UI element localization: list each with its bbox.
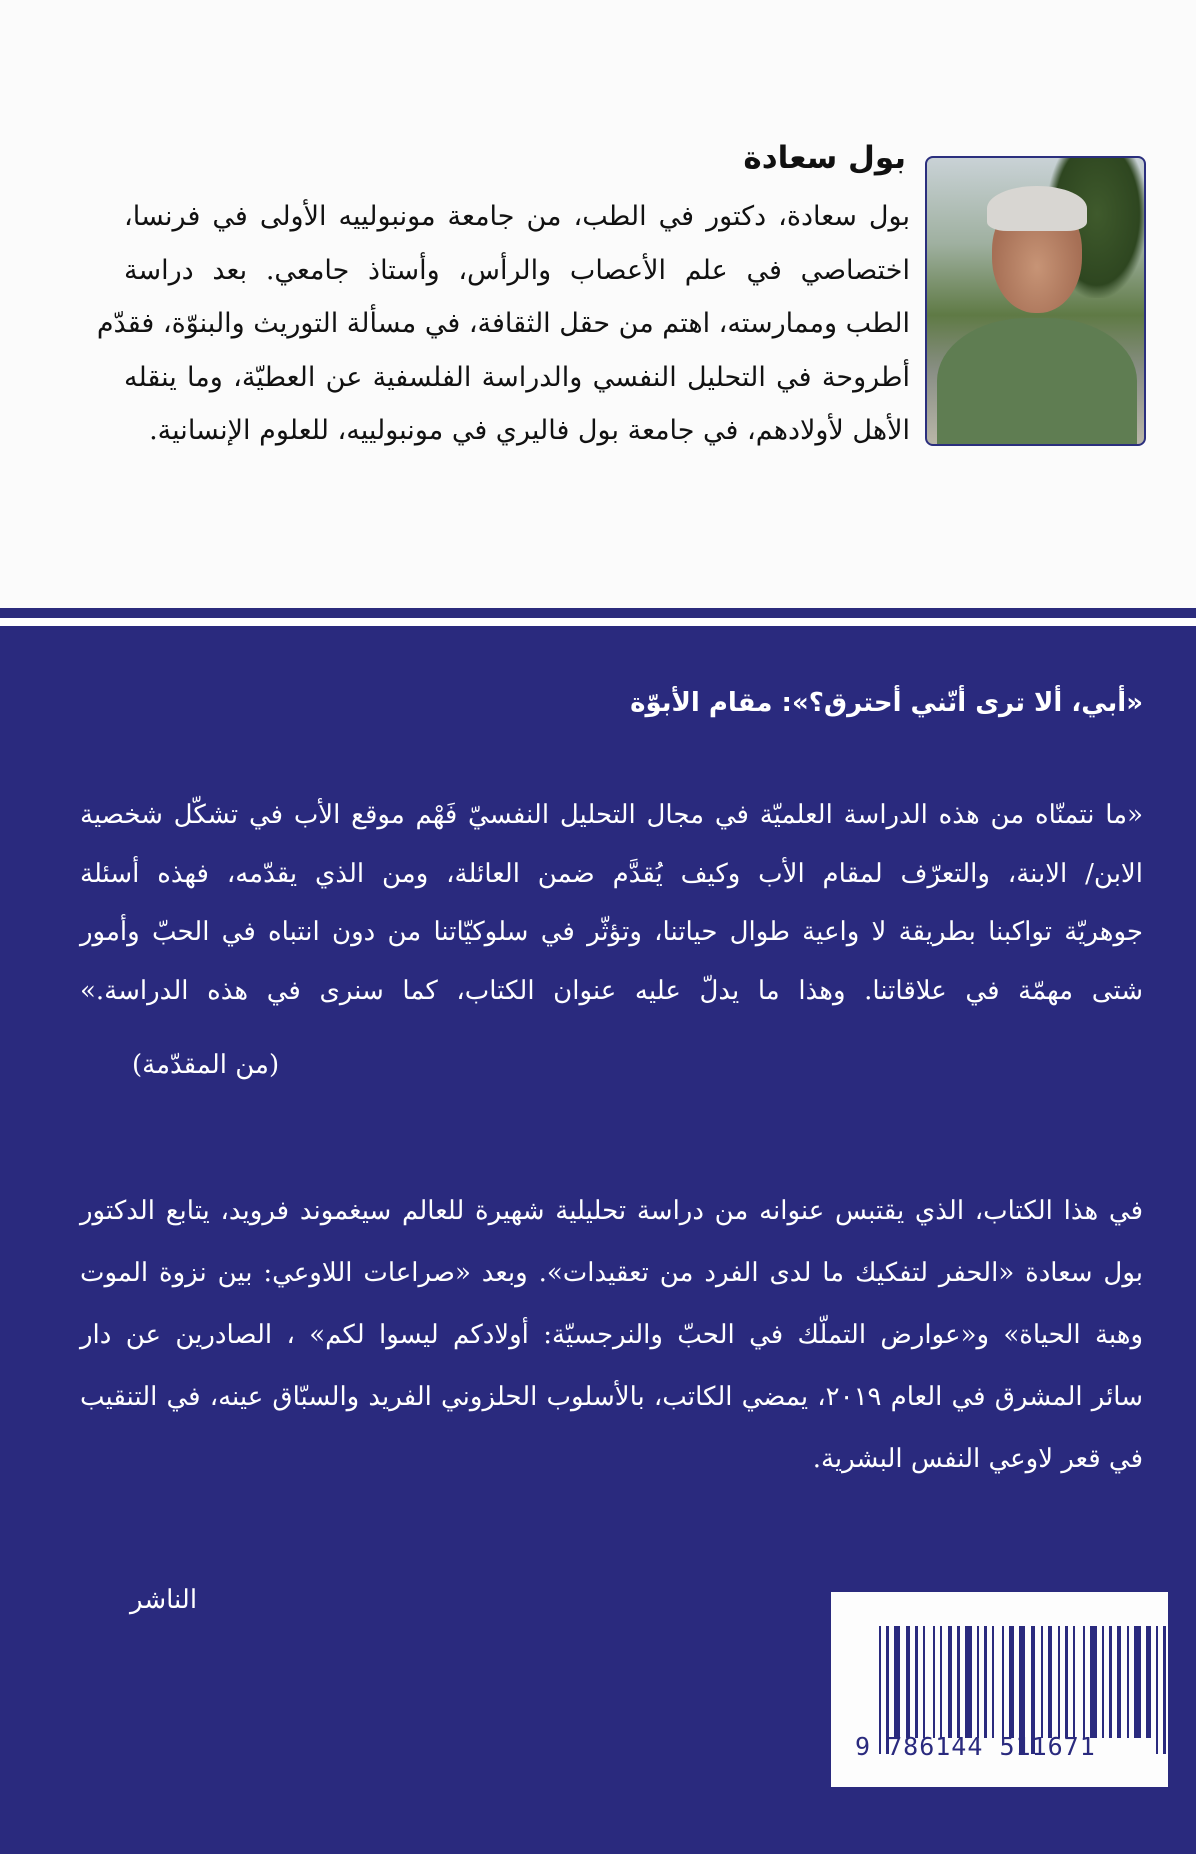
photo-hair: [987, 186, 1087, 231]
author-bio: [96, 190, 910, 458]
barcode-bar: [933, 1626, 935, 1738]
barcode-bars: [879, 1626, 1129, 1748]
quote-line: «ما نتمنّاه من هذه الدراسة العلميّة في مجال التحليل النفسيّ فَهْم موقع الأب في تشكّل شخصية: [80, 800, 1143, 830]
barcode-bar: [1102, 1626, 1104, 1738]
bio-line: بول سعادة، دكتور في الطب، من جامعة مونبولييه الأولى في فرنسا،: [124, 201, 910, 232]
barcode-bar: [1117, 1626, 1121, 1738]
paragraph-line: في قعر لاوعي النفس البشرية.: [812, 1444, 1143, 1474]
barcode-bar: [957, 1626, 959, 1738]
bio-line: اختصاصي في علم الأعصاب والرأس، وأستاذ جامعي. بعد دراسة: [124, 254, 910, 286]
barcode-bar: [1163, 1626, 1165, 1754]
barcode-bar: [1090, 1626, 1097, 1738]
barcode-bar: [1127, 1626, 1129, 1738]
publisher-signature: الناشر: [130, 1585, 198, 1615]
blurb-quote: [80, 786, 1143, 1020]
paragraph-line: وهبة الحياة» و«عوارض التملّك في الحبّ والنرجسيّة: أولادكم ليسوا لكم» ، الصادرين عن دار: [80, 1320, 1143, 1350]
barcode-bar: [906, 1626, 910, 1738]
barcode-bar: [1058, 1626, 1060, 1738]
barcode-bar: [1048, 1626, 1052, 1738]
barcode-bar: [940, 1626, 942, 1738]
paragraph-line: سائر المشرق في العام ٢٠١٩، يمضي الكاتب، بالأسلوب الحلزوني الفريد والسبّاق عينه، في التنقيب: [80, 1382, 1144, 1412]
blurb-paragraph: [80, 1180, 1143, 1490]
bio-line: الأهل لأولادهم، في جامعة بول فاليري في مونبولييه، للعلوم الإنسانية.: [149, 415, 910, 446]
barcode-bar: [984, 1626, 986, 1738]
divider-stripe: [0, 608, 1196, 618]
author-photo: [925, 156, 1146, 446]
barcode-bar: [1083, 1626, 1085, 1738]
barcode-bar: [1041, 1626, 1043, 1738]
isbn-barcode: [831, 1592, 1168, 1787]
bio-line: الطب وممارسته، اهتم من حقل الثقافة، في مسألة التوريث والبنوّة، فقدّم: [96, 308, 910, 339]
barcode-bar: [977, 1626, 979, 1738]
author-name: بول سعادة: [743, 140, 906, 176]
barcode-bar: [1009, 1626, 1013, 1738]
blurb-title: «أبي، ألا ترى أنّني أحترق؟»: مقام الأبوّة: [630, 688, 1143, 718]
paragraph-line: بول سعادة «الحفر لتفكيك ما لدى الفرد من تعقيدات». وبعد «صراعات اللاوعي: بين نزوة الموت: [80, 1258, 1143, 1288]
quote-line: جوهريّة تواكبنا بطريقة لا واعية طوال حياتنا، وتؤثّر في سلوكيّاتنا من دون انتباه في الحبّ وأمور: [80, 917, 1143, 947]
barcode-bar: [948, 1626, 952, 1738]
barcode-bar: [965, 1626, 972, 1738]
photo-body: [937, 318, 1137, 446]
paragraph-line: في هذا الكتاب، الذي يقتبس عنوانه من دراسة تحليلية شهيرة للعالم سيغموند فرويد، يتابع الدكتور: [80, 1196, 1143, 1226]
barcode-bar: [1073, 1626, 1075, 1738]
quote-line: الابن/ الابنة، والتعرّف لمقام الأب وكيف يُقدَّم ضمن العائلة، ومن الذي يقدّمه، فهذه أسئلة: [80, 858, 1143, 889]
barcode-bar: [1134, 1626, 1141, 1738]
quote-source: (من المقدّمة): [132, 1050, 280, 1080]
barcode-bar: [1156, 1626, 1158, 1754]
barcode-bar: [894, 1626, 901, 1738]
barcode-bar: [915, 1626, 917, 1738]
barcode-bar: [1065, 1626, 1067, 1738]
barcode-bar: [1109, 1626, 1111, 1738]
isbn-number: 9 786144 511671: [855, 1732, 1096, 1761]
quote-line: شتى مهمّة في علاقاتنا. وهذا ما يدلّ عليه عنوان الكتاب، كما سنرى في هذه الدراسة.»: [80, 975, 1143, 1006]
bio-line: أطروحة في التحليل النفسي والدراسة الفلسفية عن العطيّة، وما ينقله: [124, 361, 910, 393]
barcode-bar: [1002, 1626, 1004, 1738]
barcode-bar: [1146, 1626, 1150, 1738]
barcode-bar: [992, 1626, 994, 1738]
barcode-bar: [923, 1626, 925, 1738]
